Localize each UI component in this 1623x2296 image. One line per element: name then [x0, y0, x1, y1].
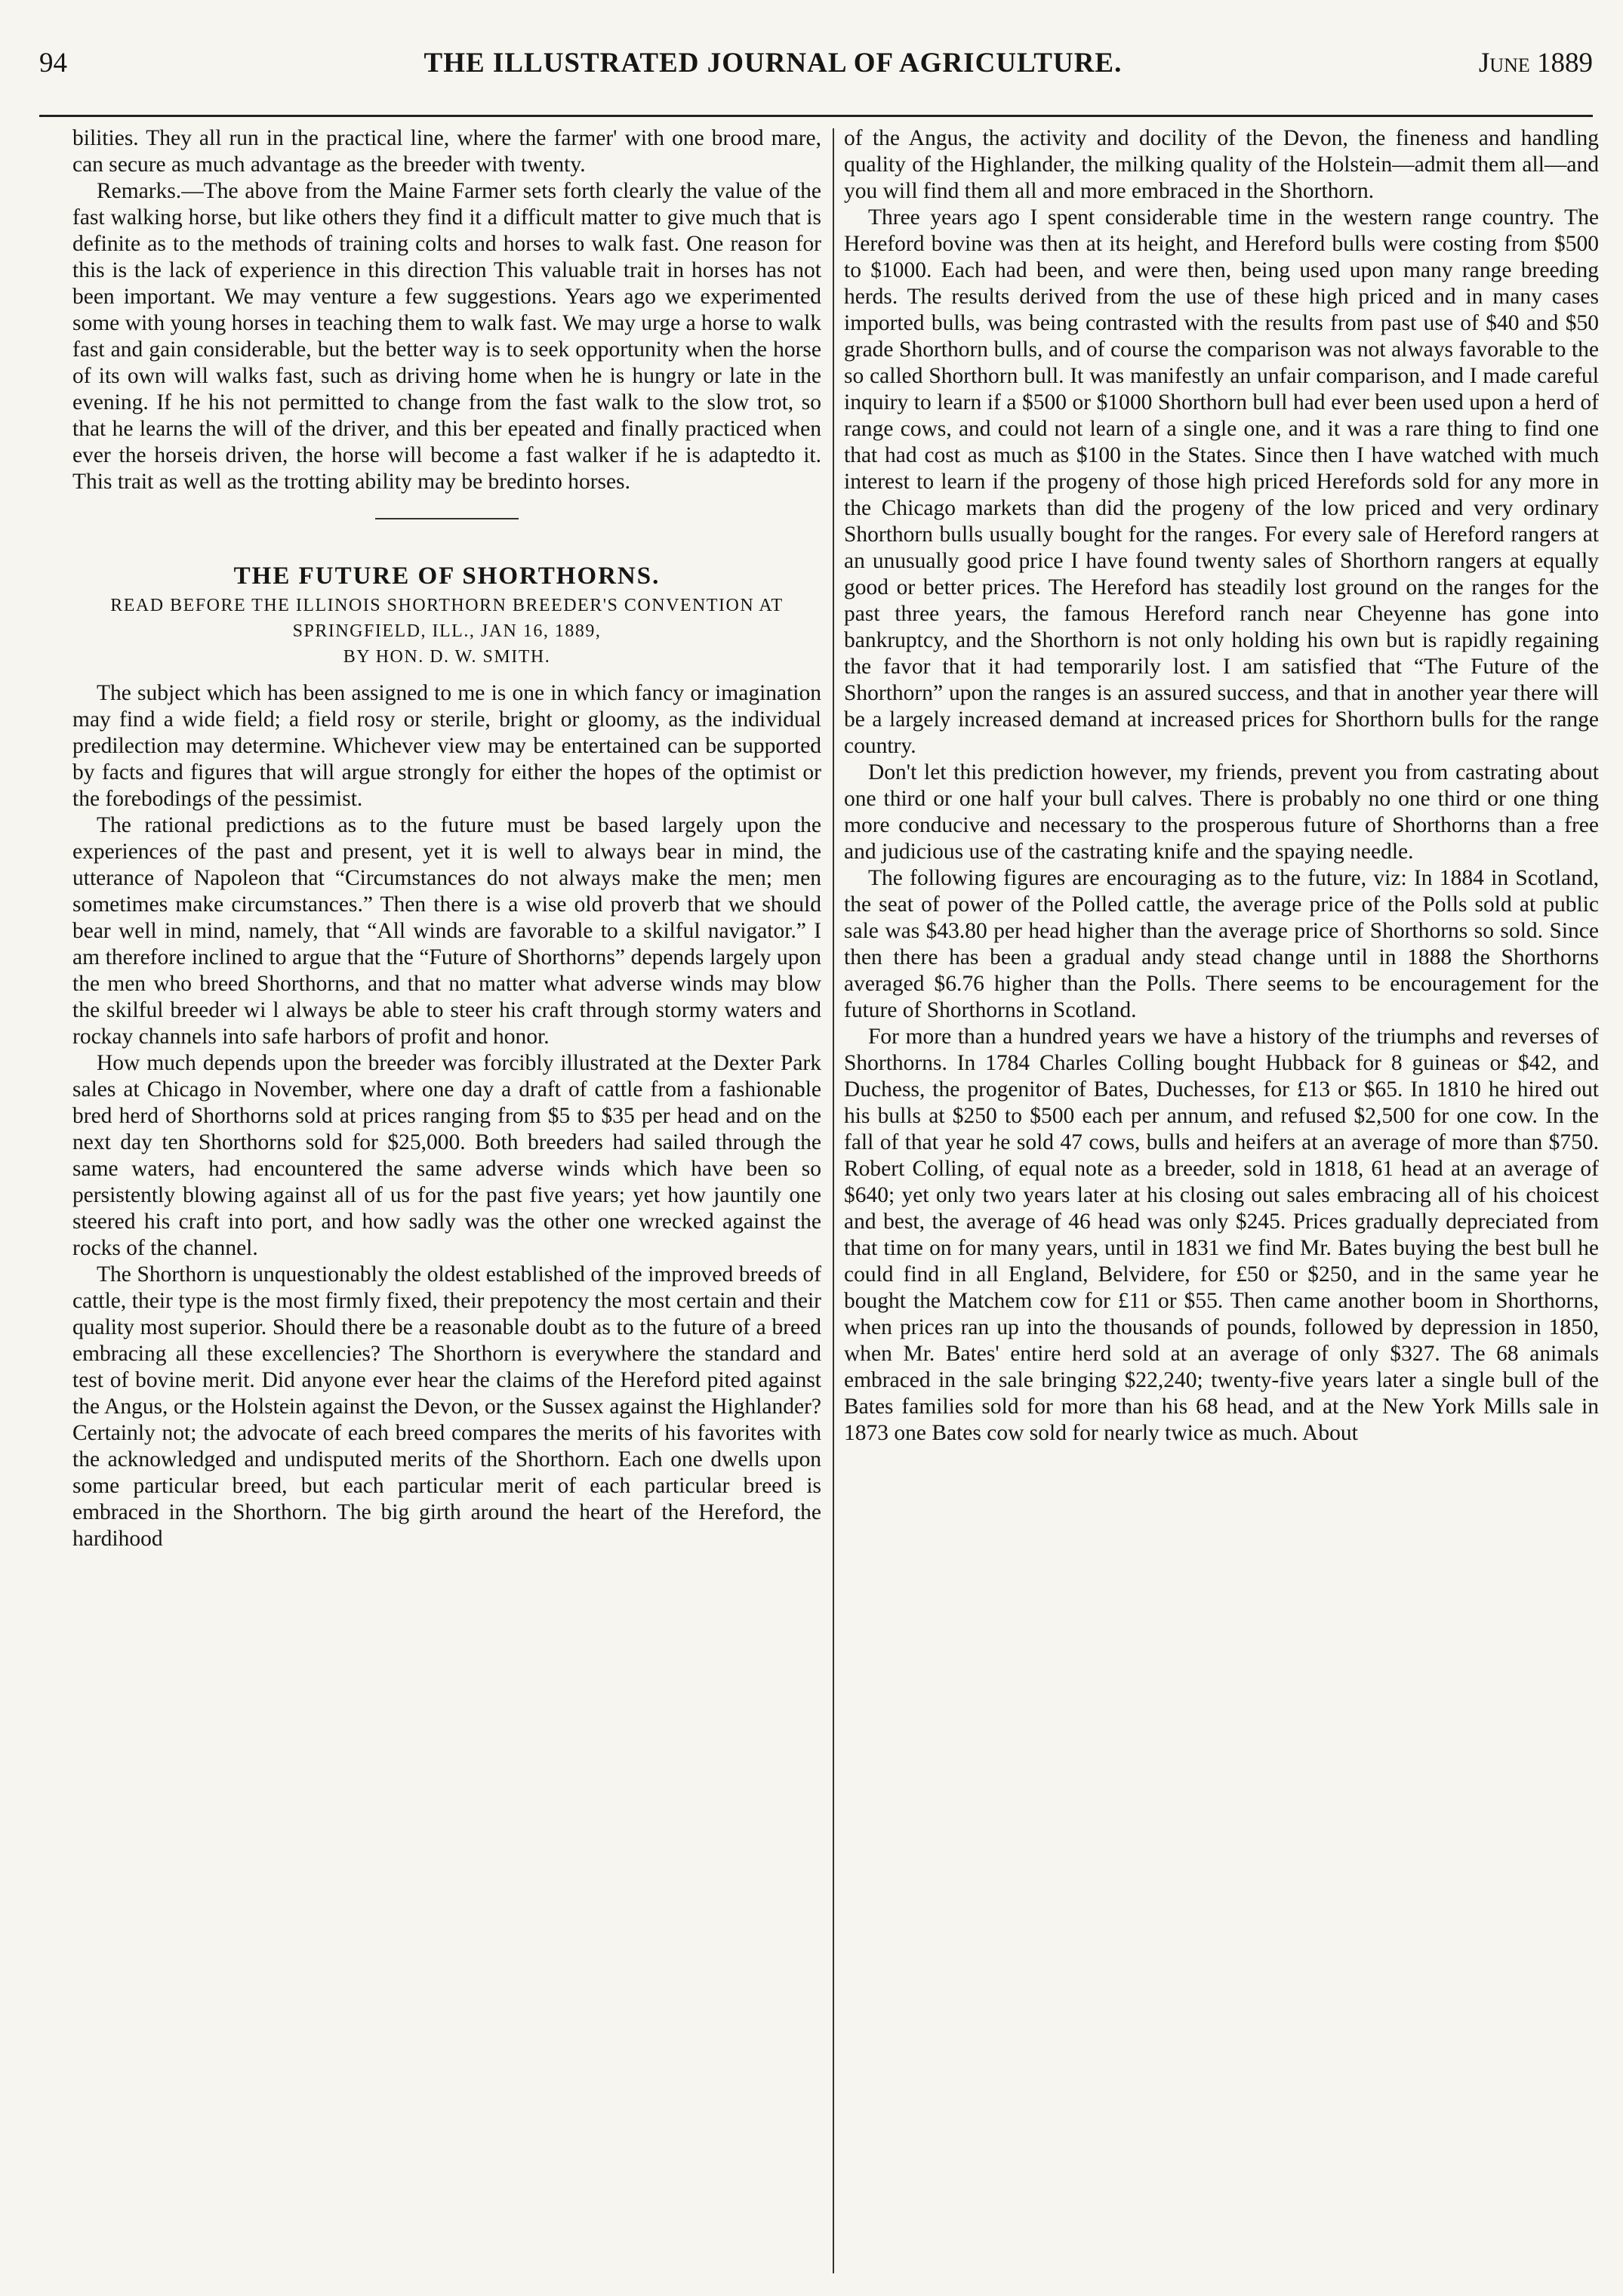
page-header — [39, 47, 1593, 92]
paragraph: The rational predictions as to the future must be based largely upon the experiences of the past and present, yet it is well to always bear in mind, the utterance of Napoleon that “Circumstances do not always make the men; men sometimes make circumstances.” Then there is a wise old proverb that we should bear well in mind, namely, that “All winds are favorable to a skilful navigator.” I am therefore inclined to argue that the “Future of Shorthorns” depends largely upon the men who breed Shorthorns, and that no matter what adverse winds may blow the skilful breeder wi l always be able to steer his craft through stormy waters and rockay channels into safe harbors of profit and honor. — [72, 813, 821, 1049]
paragraph: The subject which has been assigned to me is one in which fancy or imagination may find a wide field; a field rosy or sterile, bright or gloomy, as the individual predilection may determine. Whichever view may be entertained can be supported by facts and figures that will argue strongly for either the hopes of the optimist or the forebodings of the pessimist. — [72, 681, 821, 811]
paragraph: The following figures are encouraging as to the future, viz: In 1884 in Scotland, the seat of power of the Polled cattle, the average price of the Polls sold at public sale was $43.80 per head higher than the average price of Shorthorns so sold. Since then there has been a gradual andy stead change until in 1888 the Shorthorns averaged $6.76 higher than the Polls. There seems to be encouragement for the future of Shorthorns in Scotland. — [844, 866, 1599, 1022]
right-column — [844, 125, 1599, 2275]
article-byline: BY HON. D. W. SMITH. — [343, 647, 551, 667]
paragraph: Remarks.—The above from the Maine Farmer sets forth clearly the value of the fast walking horse, but like others they find it a difficult matter to give much that is definite as to the methods of training colts and horses to walk fast. One reason for this is the lack of experience in this direction This valuable trait in horses has not been important. We may venture a few suggestions. Years ago we experimented some with young horses in teaching them to walk fast. We may urge a horse to walk fast and gain considerable, but the better way is to seek opportunity when the horse of its own will walks fast, such as driving home when he is hungry or late in the evening. If he his not permitted to change from the fast walk to the slow trot, so that he learns the will of the driver, and this ber epeated and finally practiced when ever the horseis driven, the horse will become a fast walker if he is adaptedto it. This trait as well as the trotting ability may be bredinto horses. — [72, 179, 821, 494]
paragraph: How much depends upon the breeder was forcibly illustrated at the Dexter Park sales at Chicago in November, where one day a draft of cattle from a fashionable bred herd of Shorthorns sold at prices ranging from $5 to $35 per head and on the next day ten Shorthorns sold for $25,000. Both breeders had sailed through the same waters, had encountered the same adverse winds which have been so persistently blowing against all of us for the past five years; yet how jauntily one steered his craft into port, and how sadly was the other one wrecked against the rocks of the channel. — [72, 1051, 821, 1260]
issue-date: June 1889 — [1478, 48, 1593, 79]
section-divider — [375, 518, 519, 519]
paragraph: For more than a hundred years we have a history of the triumphs and reverses of Shorthorns. In 1784 Charles Colling bought Hubback for 8 guineas or $42, and Duchess, the progenitor of Bates, Duchesses, for £13 or $65. In 1810 he hired out his bulls at $250 to $500 each per annum, and refused $2,500 for one cow. In the fall of that year he sold 47 cows, bulls and heifers at an average of more than $750. Robert Colling, of equal note as a breeder, sold in 1818, 61 head at an average of $640; yet only two years later at his closing out sales embracing all of his choicest and best, the average of 46 head was only $245. Prices gradually depreciated from that time on for many years, until in 1831 we find Mr. Bates buying the best bull he could find in all England, Belvidere, for £50 or $250, and in the same year he bought the Matchem cow for £11 or $55. Then came another boom in Shorthorns, when prices ran up into the thousands of pounds, followed by depression in 1850, when Mr. Bates' entire herd sold at an average of only $327. The 68 animals embraced in the sale bringing $22,240; twenty-five years later a single bull of the Bates families sold for more than his 68 head, and at the New York Mills sale in 1873 one Bates cow sold for nearly twice as much. About — [844, 1025, 1599, 1445]
page-number: 94 — [39, 48, 67, 79]
paragraph: The Shorthorn is unquestionably the oldest established of the improved breeds of cattle, their type is the most firmly fixed, their prepotency the most certain and their quality most superior. Should there be a reasonable doubt as to the future of a breed embracing all these excellencies? The Shorthorn is everywhere the standard and test of bovine merit. Did anyone ever hear the claims of the Hereford pited against the Angus, or the Holstein against the Devon, or the Sussex against the Highlander? Certainly not; the advocate of each breed compares the merits of his favorites with the acknowledged and undisputed merits of the Shorthorn. Each one dwells upon some particular breed, but each particular merit of each particular breed is embraced in the Shorthorn. The big girth around the heart of the Hereford, the hardihood — [72, 1262, 821, 1551]
article-subtitle-text: READ BEFORE THE ILLINOIS SHORTHORN BREEDER'S CONVENTION AT SPRINGFIELD, ILL., JAN 16, 1889, — [110, 596, 784, 641]
paragraph: of the Angus, the activity and docility of the Devon, the fineness and handling quality of the Highlander, the milking quality of the Holstein—admit them all—and you will find them all and more embraced in the Shorthorn. — [844, 126, 1599, 203]
article-title: THE FUTURE OF SHORTHORNS. — [233, 562, 661, 590]
paragraph: bilities. They all run in the practical line, where the farmer' with one brood mare, can secure as much advantage as the breeder with twenty. — [72, 126, 821, 177]
paragraph: Three years ago I spent considerable time in the western range country. The Hereford bovine was then at its height, and Hereford bulls were costing from $500 to $1000. Each had been, and were then, being used upon many range breeding herds. The results derived from the use of these high priced and in many cases imported bulls, was being contrasted with the results from past use of $40 and $50 grade Shorthorn bulls, and of course the comparison was not always favorable to the so called Shorthorn bull. It was manifestly an unfair comparison, and I made careful inquiry to learn if a $500 or $1000 Shorthorn bull had ever been used upon a herd of range cows, and could not learn of a single one, and it was a rare thing to find one that had cost as much as $100 in the States. Since then I have watched with much interest to learn if the progeny of those high priced Herefords sold for any more in the Chicago markets than did the progeny of the low priced and very ordinary Shorthorn bulls usually bought for the ranges. For every sale of Hereford rangers at an unusually good price I have found twenty sales of Shorthorn rangers at equally good or better prices. The Hereford has steadily lost ground on the ranges for the past three years, the famous Hereford ranch near Cheyenne has gone into bankruptcy, and the Shorthorn is not only holding his own but is rapidly regaining the favor that it had temporarily lost. I am satisfied that “The Future of the Shorthorn” upon the ranges is an assured success, and that in another year there will be a largely increased demand at increased prices for Shorthorn bulls for the range country. — [844, 205, 1599, 758]
header-rule — [39, 115, 1593, 117]
column-divider — [833, 128, 834, 2273]
left-column — [72, 125, 821, 2275]
journal-title: THE ILLUSTRATED JOURNAL OF AGRICULTURE. — [423, 48, 1123, 79]
article-subtitle — [95, 593, 799, 670]
paragraph: Don't let this prediction however, my friends, prevent you from castrating about one third or one half your bull calves. There is probably no one third or one thing more conducive and necessary to the prosperous future of Shorthorns than a free and judicious use of the castrating knife and the spaying needle. — [844, 760, 1599, 864]
